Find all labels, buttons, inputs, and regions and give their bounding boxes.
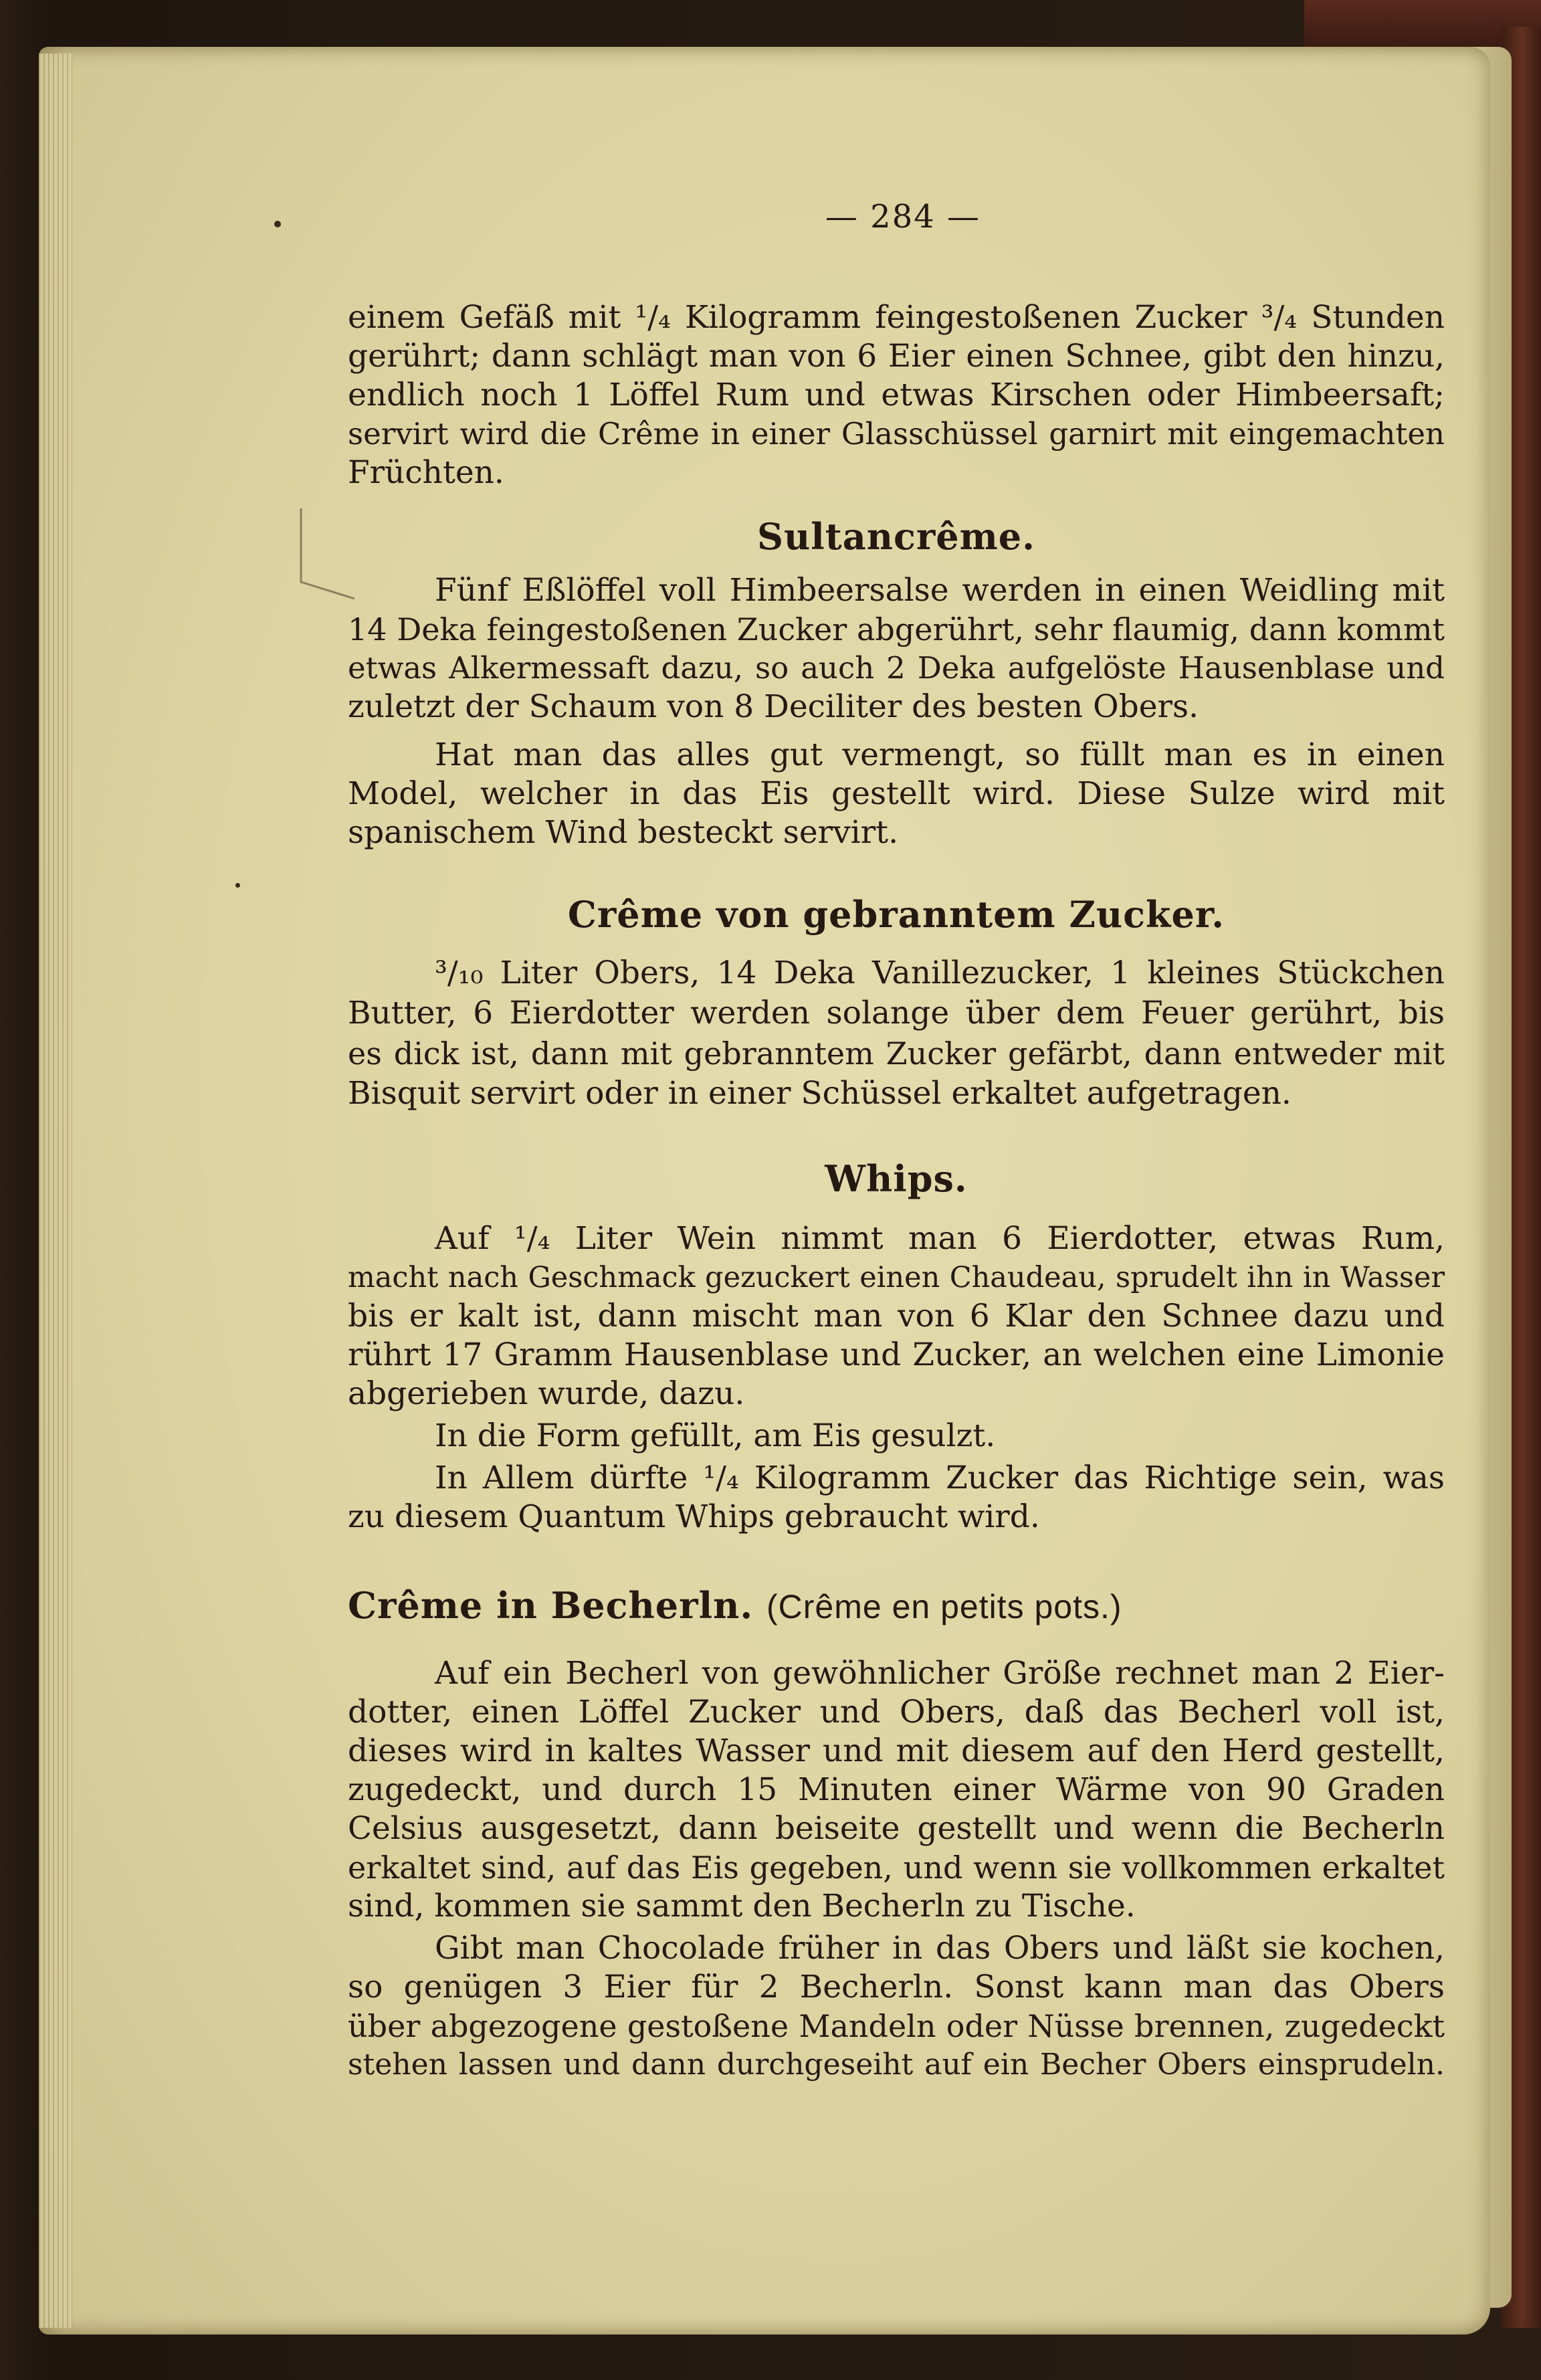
text-line: gerührt; dann schlägt man von 6 Eier einen Schnee, gibt den hinzu, bbox=[348, 338, 1445, 375]
text-line: Butter, 6 Eierdotter werden solange über dem Feuer gerührt, bis bbox=[348, 995, 1445, 1031]
text-line: Celsius ausgesetzt, dann beiseite gestellt und wenn die Becherln bbox=[348, 1810, 1445, 1847]
text-line: dotter, einen Löffel Zucker und Obers, daß das Becherl voll ist, bbox=[348, 1694, 1445, 1730]
text-line: zuletzt der Schaum von 8 Deciliter des besten Obers. bbox=[348, 688, 1199, 725]
section-title: Whips. bbox=[825, 1157, 968, 1200]
text-line: Auf ein Becherl von gewöhnlicher Größe rechnet man 2 Eier- bbox=[435, 1655, 1445, 1692]
text-line: Model, welcher in das Eis gestellt wird. Diese Sulze wird mit bbox=[348, 775, 1445, 812]
text-line: Fünf Eßlöffel voll Himbeersalse werden in einen Weidling mit bbox=[435, 572, 1445, 609]
section-title-latin: (Crême en petits pots.) bbox=[766, 1588, 1122, 1625]
text-line: Bisquit servirt oder in einer Schüssel erkaltet aufgetragen. bbox=[348, 1075, 1292, 1112]
text-line: 14 Deka feingestoßenen Zucker abgerührt, sehr flaumig, dann kommt bbox=[348, 611, 1445, 648]
text-line: so genügen 3 Eier für 2 Becherln. Sonst kann man das Obers bbox=[348, 1969, 1445, 2005]
text-line: In die Form gefüllt, am Eis gesulzt. bbox=[435, 1417, 996, 1454]
text-line: Früchten. bbox=[348, 454, 504, 491]
text-line: servirt wird die Crême in einer Glasschüssel garnirt mit eingemachten bbox=[348, 416, 1445, 452]
text-line: macht nach Geschmack gezuckert einen Chaudeau, sprudelt ihn in Wasser bbox=[348, 1261, 1445, 1294]
text-line: etwas Alkermessaft dazu, so auch 2 Deka aufgelöste Hausenblase und bbox=[348, 650, 1445, 686]
page-number: — 284 — bbox=[825, 198, 981, 235]
text-line: Auf ¹/₄ Liter Wein nimmt man 6 Eierdotter, etwas Rum, bbox=[435, 1220, 1445, 1257]
section-title bbox=[348, 1584, 1445, 1627]
text-line: sind, kommen sie sammt den Becherln zu Tische. bbox=[348, 1888, 1136, 1924]
text-line: bis er kalt ist, dann mischt man von 6 Klar den Schnee dazu und bbox=[348, 1298, 1445, 1334]
section-title: Sultancrême. bbox=[757, 515, 1035, 558]
text-line: erkaltet sind, auf das Eis gegeben, und wenn sie vollkommen erkaltet bbox=[348, 1850, 1445, 1886]
text-line: über abgezogene gestoßene Mandeln oder Nüsse brennen, zugedeckt bbox=[348, 2008, 1445, 2044]
text-line: rührt 17 Gramm Hausenblase und Zucker, an welchen eine Limonie bbox=[348, 1336, 1445, 1373]
text-line: spanischem Wind besteckt servirt. bbox=[348, 814, 899, 851]
text-line: einem Gefäß mit ¹/₄ Kilogramm feingestoßenen Zucker ³/₄ Stunden bbox=[348, 299, 1445, 336]
text-line: abgerieben wurde, dazu. bbox=[348, 1375, 745, 1412]
text-line: stehen lassen und dann durchgeseiht auf ein Becher Obers einsprudeln. bbox=[348, 2048, 1445, 2082]
section-title: Crême von gebranntem Zucker. bbox=[567, 893, 1225, 936]
text-line: Gibt man Chocolade früher in das Obers und läßt sie kochen, bbox=[435, 1930, 1445, 1967]
text-line: endlich noch 1 Löffel Rum und etwas Kirschen oder Himbeersaft; bbox=[348, 377, 1445, 413]
text-line: zu diesem Quantum Whips gebraucht wird. bbox=[348, 1498, 1040, 1535]
section-title-main: Crême in Becherln. bbox=[348, 1584, 754, 1627]
text-line: es dick ist, dann mit gebranntem Zucker gefärbt, dann entweder mit bbox=[348, 1035, 1445, 1072]
text-line: dieses wird in kaltes Wasser und mit diesem auf den Herd gestellt, bbox=[348, 1732, 1445, 1769]
text-line: In Allem dürfte ¹/₄ Kilogramm Zucker das Richtige sein, was bbox=[435, 1460, 1445, 1496]
text-line: Hat man das alles gut vermengt, so füllt man es in einen bbox=[435, 736, 1445, 773]
text-line: zugedeckt, und durch 15 Minuten einer Wärme von 90 Graden bbox=[348, 1771, 1445, 1808]
text-line: ³/₁₀ Liter Obers, 14 Deka Vanillezucker, 1 kleines Stückchen bbox=[435, 955, 1445, 991]
